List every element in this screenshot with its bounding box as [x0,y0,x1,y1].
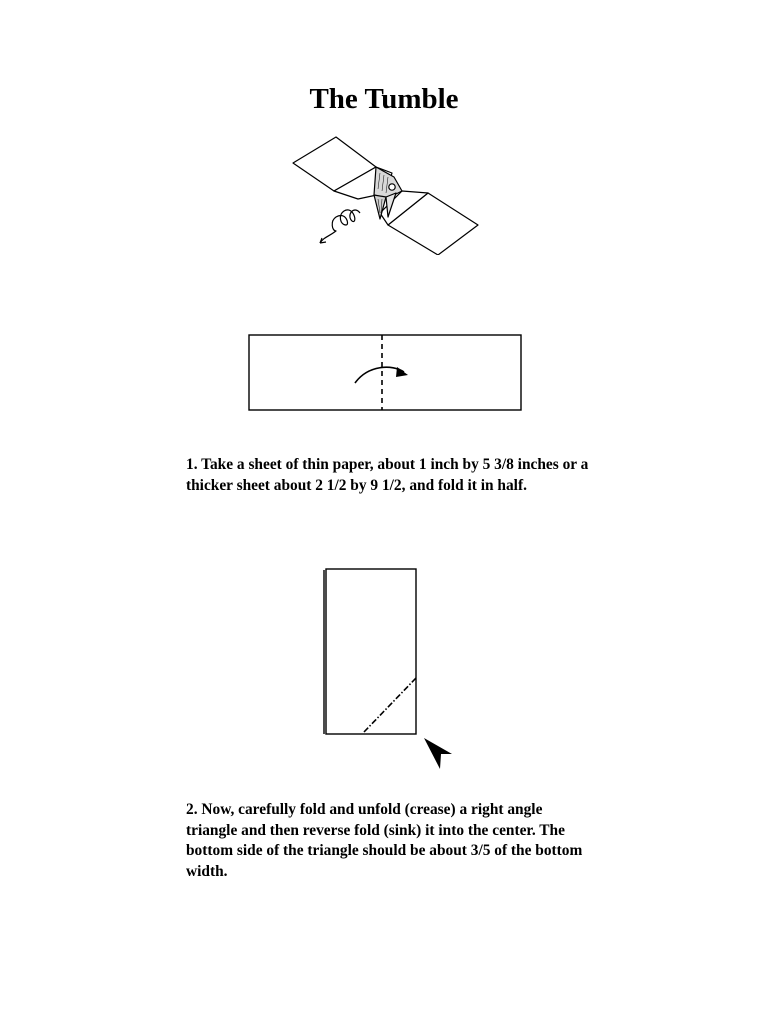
page-title: The Tumble [309,83,459,115]
tumble-drawing [288,133,484,255]
step1-drawing [246,332,524,414]
tumble-illustration [288,133,484,255]
motion-arrowhead [320,238,326,243]
pointer-arrow [424,738,452,769]
strip-fold-in-half-diagram [246,332,524,414]
center-dot [389,184,395,190]
step-1-text: 1. Take a sheet of thin paper, about 1 inch by 5 3/8 inches or a thicker sheet about 2 1/2 by 9 1/2, and fold it in half. [186,456,589,494]
folded-paper [326,569,416,734]
step2-drawing [318,564,458,770]
motion-curl [320,210,360,243]
step-2-text: 2. Now, carefully fold and unfold (crease) a right angle triangle and then reverse fold (sink) it into the center. The bottom side of the triangle should be about 3/5 of the bottom width. [186,801,583,880]
reverse-fold-triangle-diagram [318,564,458,770]
paper-strip [249,335,521,410]
